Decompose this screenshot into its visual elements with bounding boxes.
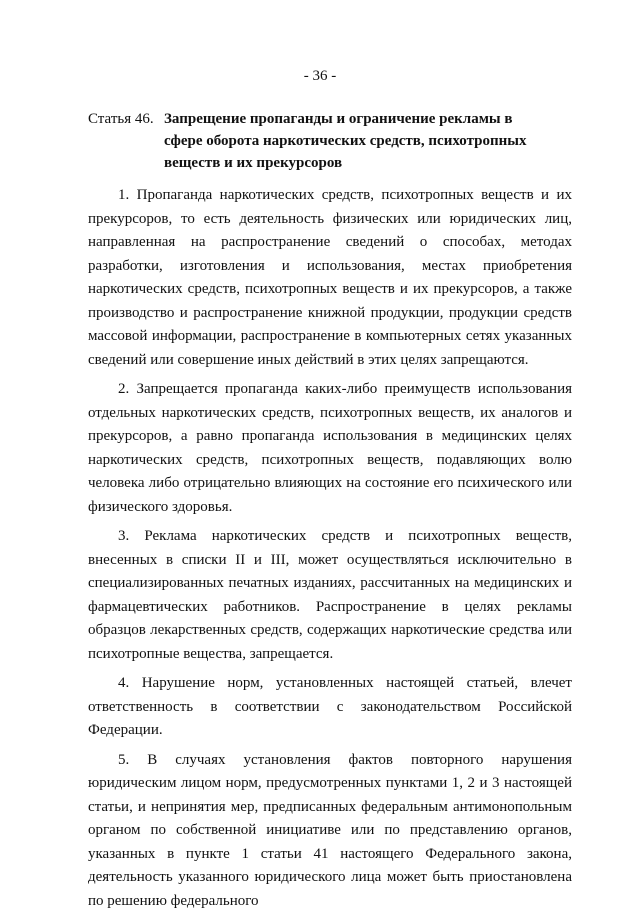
article-title: Запрещение пропаганды и ограничение рекламы в сфере оборота наркотических средств, психотропных веществ и их прекурсоров bbox=[164, 111, 527, 171]
paragraph-3: 3. Реклама наркотических средств и психотропных веществ, внесенных в списки II и III, может осуществляться исключительно в специализированных печатных изданиях, рассчитанных на медицинских и фармацевтических работников. Распространение в целях рекламы образцов лекарственных средств, содержащих наркотические средства или психотропные вещества, запрещается. bbox=[88, 528, 572, 662]
paragraph-2: 2. Запрещается пропаганда каких-либо преимуществ использования отдельных наркотических средств, психотропных веществ, их аналогов и прекурсоров, а равно пропаганда использования в медицинских целях наркотических средств, психотропных веществ, подавляющих волю человека либо отрицательно влияющих на состояние его психического или физического здоровья. bbox=[88, 381, 572, 515]
article-body bbox=[88, 184, 572, 919]
paragraph-5: 5. В случаях установления фактов повторного нарушения юридическим лицом норм, предусмотренных пунктами 1, 2 и 3 настоящей статьи, и непринятия мер, предписанных федеральным антимонопольным органом по собственной инициативе или по представлению органов, указанных в пункте 1 статьи 41 настоящего Федерального закона, деятельность указанного юридического лица может быть приостановлена по решению федерального bbox=[88, 751, 572, 909]
page-number: - 36 - bbox=[303, 68, 337, 84]
paragraph-4: 4. Нарушение норм, установленных настоящей статьей, влечет ответственность в соответствии с законодательством Российской Федерации. bbox=[88, 675, 572, 738]
paragraph-1: 1. Пропаганда наркотических средств, психотропных веществ и их прекурсоров, то есть деятельность физических или юридических лиц, направленная на распространение сведений о способах, методах разработки, изготовления и использования, местах приобретения наркотических средств, психотропных веществ и их прекурсоров, а также производство и распространение книжной продукции, продукции средств массовой информации, распространение в компьютерных сетях указанных сведений или совершение иных действий в этих целях запрещаются. bbox=[88, 187, 572, 368]
article-label: Статья 46. bbox=[88, 111, 154, 127]
